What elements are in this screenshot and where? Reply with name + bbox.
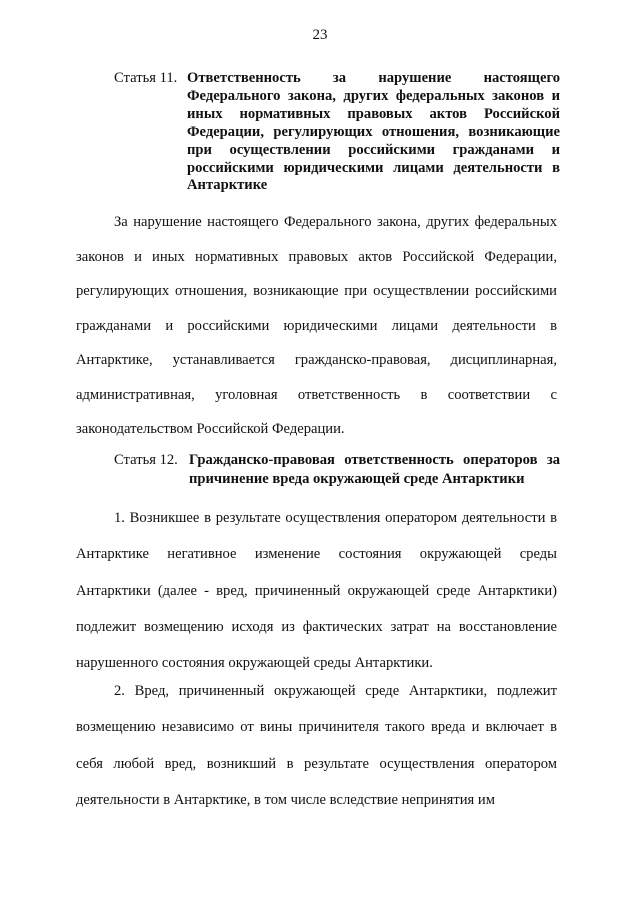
- article-11-heading: [114, 70, 560, 195]
- article-12-paragraph-2: 2. Вред, причиненный окружающей среде Антарктики, подлежит возмещению независимо от вины причинителя такого вреда и включает в себя любой вред, возникший в результате осуществления оператором деятельности в Антарктике, в том числе вследствие непринятия им: [76, 683, 557, 809]
- page-number: 23: [312, 27, 328, 43]
- article-12-paragraph-1: 1. Возникшее в результате осуществления оператором деятельности в Антарктике негативное изменение состояния окружающей среды Антарктики (далее - вред, причиненный окружающей среде Антарктики) подлежит возмещению исходя из фактических затрат на восстановление нарушенного состояния окружающей среды Антарктики.: [76, 510, 557, 672]
- article-11-text: За нарушение настоящего Федерального закона, других федеральных законов и иных нормативных правовых актов Российской Федерации, регулирующих отношения, возникающие при осуществлении российскими гражданами и российскими юридическими лицами деятельности в Антарктике, устанавливается гражданско-правовая, дисциплинарная, административная, уголовная ответственность в соответствии с законодательством Российской Федерации.: [76, 214, 557, 437]
- article-11-number: Статья 11.: [114, 70, 178, 86]
- article-12-number: Статья 12.: [114, 452, 178, 468]
- article-12-heading: [114, 451, 560, 489]
- article-11-title: Ответственность за нарушение настоящего Федерального закона, других федеральных законов и иных нормативных правовых актов Российской Федерации, регулирующих отношения, возникающие при осуществлении российскими гражданами и российскими юридическими лицами деятельности в Антарктике: [187, 70, 560, 194]
- article-12-title: Гражданско-правовая ответственность операторов за причинение вреда окружающей среде Антарктики: [189, 452, 560, 487]
